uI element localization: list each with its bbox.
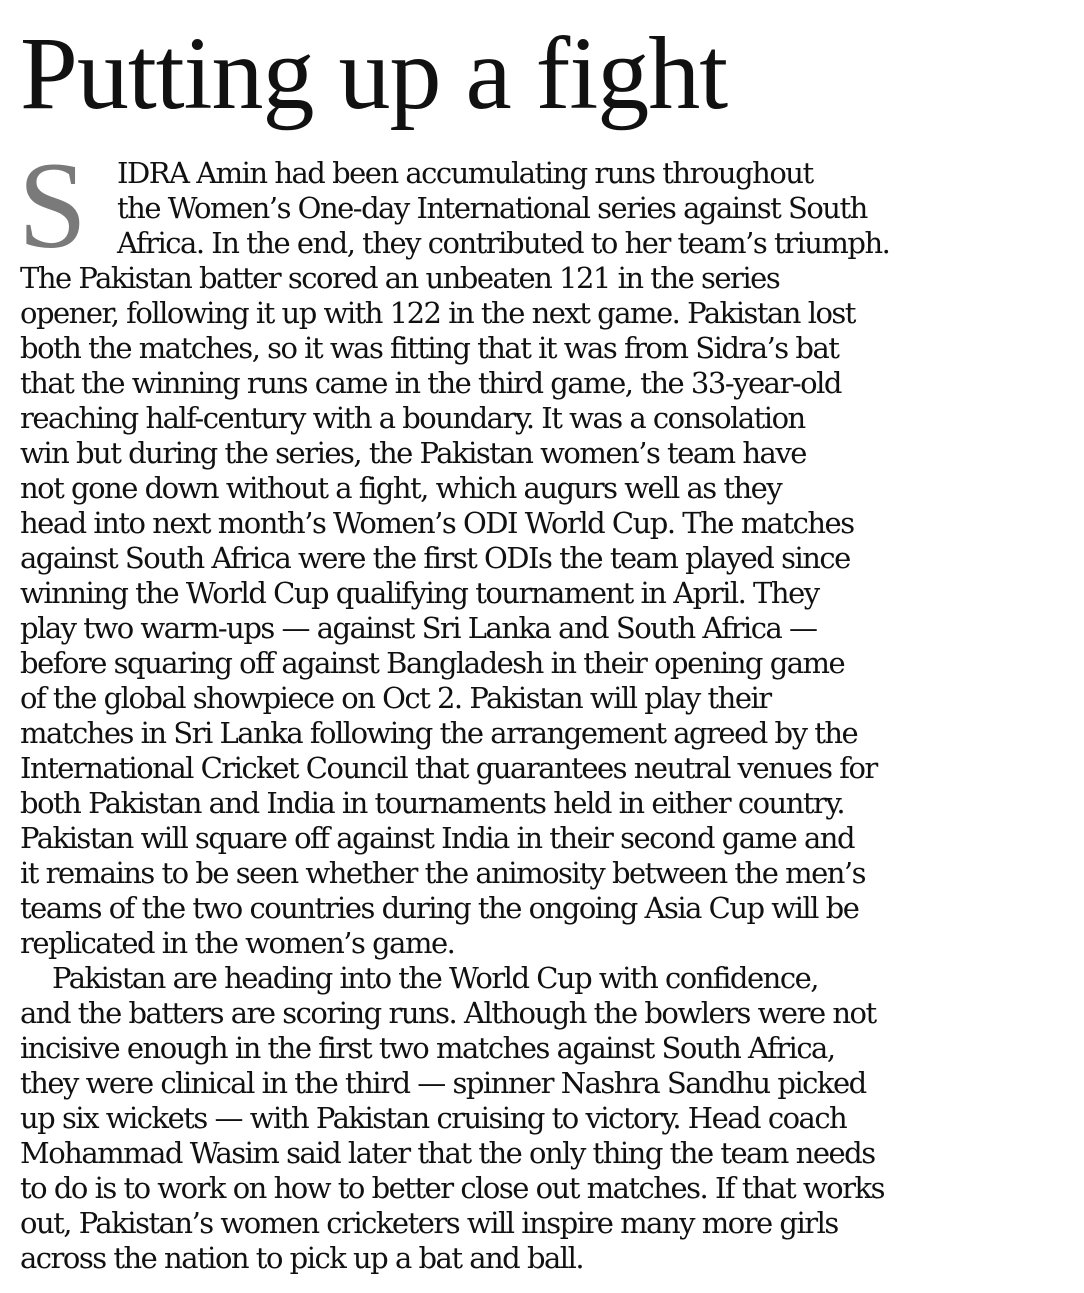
text-line: not gone down without a fight, which augurs well as they (20, 471, 782, 505)
text-line: winning the World Cup qualifying tournament in April. They (20, 576, 819, 610)
text-line: up six wickets — with Pakistan cruising to victory. Head coach (20, 1101, 847, 1135)
text-line: to do is to work on how to better close out matches. If that works (20, 1171, 884, 1205)
text-line: International Cricket Council that guarantees neutral venues for (20, 751, 877, 785)
drop-cap-lines (117, 156, 889, 261)
paragraph-1 (20, 261, 1070, 961)
text-line: opener, following it up with 122 in the next game. Pakistan lost (20, 296, 855, 330)
text-line: across the nation to pick up a bat and ball. (20, 1241, 584, 1275)
paragraph-2 (20, 961, 1070, 1276)
text-line: head into next month’s Women’s ODI World Cup. The matches (20, 506, 854, 540)
text-line: replicated in the women’s game. (20, 926, 455, 960)
text-line: Pakistan are heading into the World Cup with confidence, (52, 961, 818, 995)
text-line: matches in Sri Lanka following the arrangement agreed by the (20, 716, 858, 750)
text-line: the Women’s One-day International series against South (117, 191, 867, 225)
article-body (18, 137, 1070, 1276)
text-line: it remains to be seen whether the animosity between the men’s (20, 856, 866, 890)
text-line: Pakistan will square off against India in their second game and (20, 821, 855, 855)
headline: Putting up a fight (20, 16, 728, 131)
text-line: out, Pakistan’s women cricketers will inspire many more girls (20, 1206, 838, 1240)
text-line: teams of the two countries during the ongoing Asia Cup will be (20, 891, 859, 925)
text-line: win but during the series, the Pakistan women’s team have (20, 436, 806, 470)
text-line: both the matches, so it was fitting that it was from Sidra’s bat (20, 331, 839, 365)
text-line: incisive enough in the first two matches against South Africa, (20, 1031, 835, 1065)
lead-paragraph-opening (18, 137, 1070, 274)
text-line: and the batters are scoring runs. Although the bowlers were not (20, 996, 876, 1030)
text-line: that the winning runs came in the third game, the 33-year-old (20, 366, 841, 400)
text-line: before squaring off against Bangladesh in their opening game (20, 646, 845, 680)
article (18, 16, 1070, 1276)
text-line: play two warm-ups — against Sri Lanka and South Africa — (20, 611, 817, 645)
text-line: The Pakistan batter scored an unbeaten 121 in the series (20, 261, 780, 295)
text-line: both Pakistan and India in tournaments held in either country. (20, 786, 845, 820)
text-line: Africa. In the end, they contributed to her team’s triumph. (117, 226, 890, 260)
text-line: reaching half-century with a boundary. It was a consolation (20, 401, 805, 435)
text-line: of the global showpiece on Oct 2. Pakistan will play their (20, 681, 771, 715)
text-line: Mohammad Wasim said later that the only thing the team needs (20, 1136, 875, 1170)
text-line: they were clinical in the third — spinner Nashra Sandhu picked (20, 1066, 866, 1100)
drop-cap: S (18, 137, 86, 274)
text-line: against South Africa were the first ODIs the team played since (20, 541, 850, 575)
text-line: IDRA Amin had been accumulating runs throughout (117, 156, 813, 190)
